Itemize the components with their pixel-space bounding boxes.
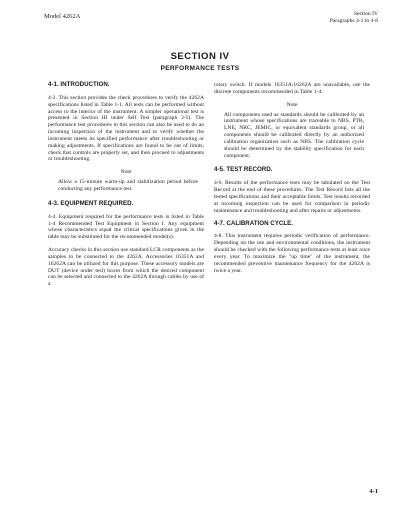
header-model: Model 4262A <box>44 13 81 20</box>
left-column <box>48 82 204 294</box>
section-title: SECTION IV <box>170 51 230 62</box>
heading-equipment-required: 4-3. EQUIPMENT REQUIRED. <box>48 199 134 207</box>
note-warmup: Allow a 15-minute warm-up and stabilization period before conducting any performance test. <box>58 179 198 192</box>
note-label: Note <box>120 169 132 176</box>
heading-calibration-cycle: 4-7. CALIBRATION CYCLE. <box>214 219 293 227</box>
paragraph-4-2: 4-2. This section provides the check procedures to verify the 4262A specifications listed in Table 1-1. All tests can be performed without access to the interior of the instrument. A simpler operational test is presented in Section III under Self Test (paragraph 3-5). The performance test procedures in this section can also be used to do an incoming inspection of the instrument and to verify whether the instrument meets its specified performance after troubleshooting or making adjustments. If specifications are found to be out of limits, check that controls are properly set, and then proceed to adjustments or troubleshooting. <box>48 94 204 163</box>
section-subtitle: PERFORMANCE TESTS <box>160 65 240 72</box>
paragraph-4-8: 4-8. This instrument requires periodic verification of performance. Depending on the use and environmental conditions, the instrument should be checked with the following performance tests at least once every year. To maximize the "up time" of the instrument, the recommended preventive maintenance frequency for the 4262A is twice a year. <box>214 233 370 274</box>
note-calibration: All components used as standards should be calibrated by an instrument whose specifications are traceable to NBS, PTB, LNE, NRC, JEMIC, or equivalent standards group, or all components should be calibrated directly by an authorized calibration organization such as NBS. The calibration cycle should be determined by the stability specification for each component. <box>224 111 364 159</box>
header-section: Section IV <box>353 11 378 17</box>
heading-introduction: 4-1. INTRODUCTION. <box>48 81 110 88</box>
paragraph-continued: rotary switch. If models 16351A/16262A are unavailable, use the discrete components recommended in Table 1-4. <box>214 82 370 95</box>
note-label: Note <box>286 101 298 108</box>
header-section-ref <box>330 11 378 25</box>
heading-test-record: 4-5. TEST RECORD. <box>214 166 273 174</box>
paragraph-4-4: 4-4. Equipment required for the performance tests is listed in Table 1-4 Recommended Test Equipment in Section I. Any equipment whose characteristics equal the critical specifications given in the table may be substituted for the recommended model(s). <box>48 213 204 241</box>
right-column <box>214 82 370 280</box>
paragraph-4-6: 4-6. Results of the performance tests may be tabulated on the Test Record at the end of these procedures. The Test Record lists all the tested specifications and their acceptable limits. Test results recorded at incoming inspection can be used for comparison in periodic maintenance and troubleshooting and after repairs or adjustments. <box>214 180 370 214</box>
paragraph-accuracy-checks: Accuracy checks in this section use standard LCR components as the samples to be connected to the 4262A. Accessories 16351A and 16262A can be utilized for this purpose. These accessory models are DUT (device under test) boxes from which the desired component can be selected and connected to the 4262A through cables by use of a <box>48 247 204 288</box>
header-paragraphs: Paragraphs 4-1 to 4-8 <box>329 18 378 24</box>
page-number: 4-1 <box>369 488 378 495</box>
